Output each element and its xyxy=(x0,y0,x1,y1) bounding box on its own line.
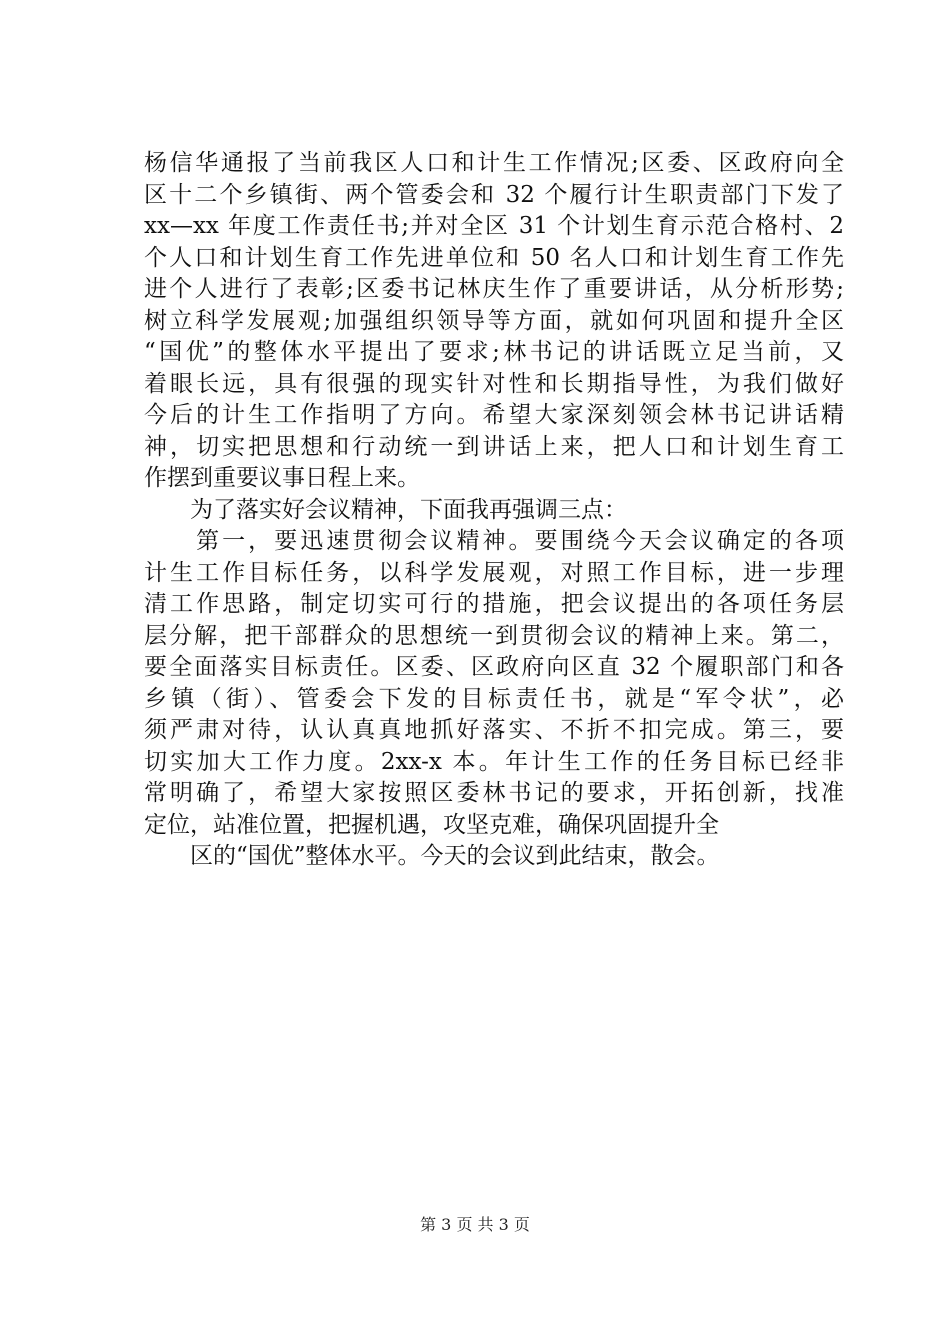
text-line: 个人口和计划生育工作先进单位和 50 名人口和计划生育工作先 xyxy=(144,244,844,271)
text-line: 区十二个乡镇街、两个管委会和 32 个履行计生职责部门下发了 xyxy=(144,181,844,208)
text-line: 定位，站准位置，把握机遇，攻坚克难，确保巩固提升全 xyxy=(144,811,719,838)
text-line: 清工作思路，制定切实可行的措施，把会议提出的各项任务层 xyxy=(144,591,844,617)
text-line: 杨信华通报了当前我区人口和计生工作情况;区委、区政府向全 xyxy=(144,150,844,176)
text-line: 作摆到重要议事日程上来。 xyxy=(144,465,420,491)
text-line: 进个人进行了表彰;区委书记林庆生作了重要讲话，从分析形势; xyxy=(144,276,844,302)
text-line: “国优”的整体水平提出了要求;林书记的讲话既立足当前，又 xyxy=(144,339,844,365)
text-line: 神，切实把思想和行动统一到讲话上来，把人口和计划生育工 xyxy=(144,433,844,460)
text-line: 切实加大工作力度。2xx-x 本。年计生工作的任务目标已经非 xyxy=(144,748,844,775)
text-line: 为了落实好会议精神，下面我再强调三点： xyxy=(144,496,627,523)
body-text xyxy=(144,148,844,873)
text-line: 要全面落实目标责任。区委、区政府向区直 32 个履职部门和各 xyxy=(144,654,844,680)
text-line: 第一，要迅速贯彻会议精神。要围绕今天会议确定的各项 xyxy=(144,528,844,554)
text-line: 乡镇（街）、管委会下发的目标责任书，就是“军令状”，必 xyxy=(144,685,844,712)
text-line: xx—xx 年度工作责任书;并对全区 31 个计划生育示范合格村、2 xyxy=(144,213,844,239)
text-line: 须严肃对待，认认真真地抓好落实、不折不扣完成。第三，要 xyxy=(144,717,844,743)
text-line: 常明确了，希望大家按照区委林书记的要求，开拓创新，找准 xyxy=(144,780,844,806)
text-line: 区的“国优”整体水平。今天的会议到此结束，散会。 xyxy=(144,843,720,869)
page-number-footer: 第 3 页 共 3 页 xyxy=(420,1215,530,1234)
text-line: 今后的计生工作指明了方向。希望大家深刻领会林书记讲话精 xyxy=(144,402,844,428)
text-line: 树立科学发展观;加强组织领导等方面，就如何巩固和提升全区 xyxy=(144,307,844,334)
text-line: 着眼长远，具有很强的现实针对性和长期指导性，为我们做好 xyxy=(144,370,844,397)
text-line: 层分解，把干部群众的思想统一到贯彻会议的精神上来。第二， xyxy=(144,622,844,649)
text-line: 计生工作目标任务，以科学发展观，对照工作目标，进一步理 xyxy=(144,559,844,586)
